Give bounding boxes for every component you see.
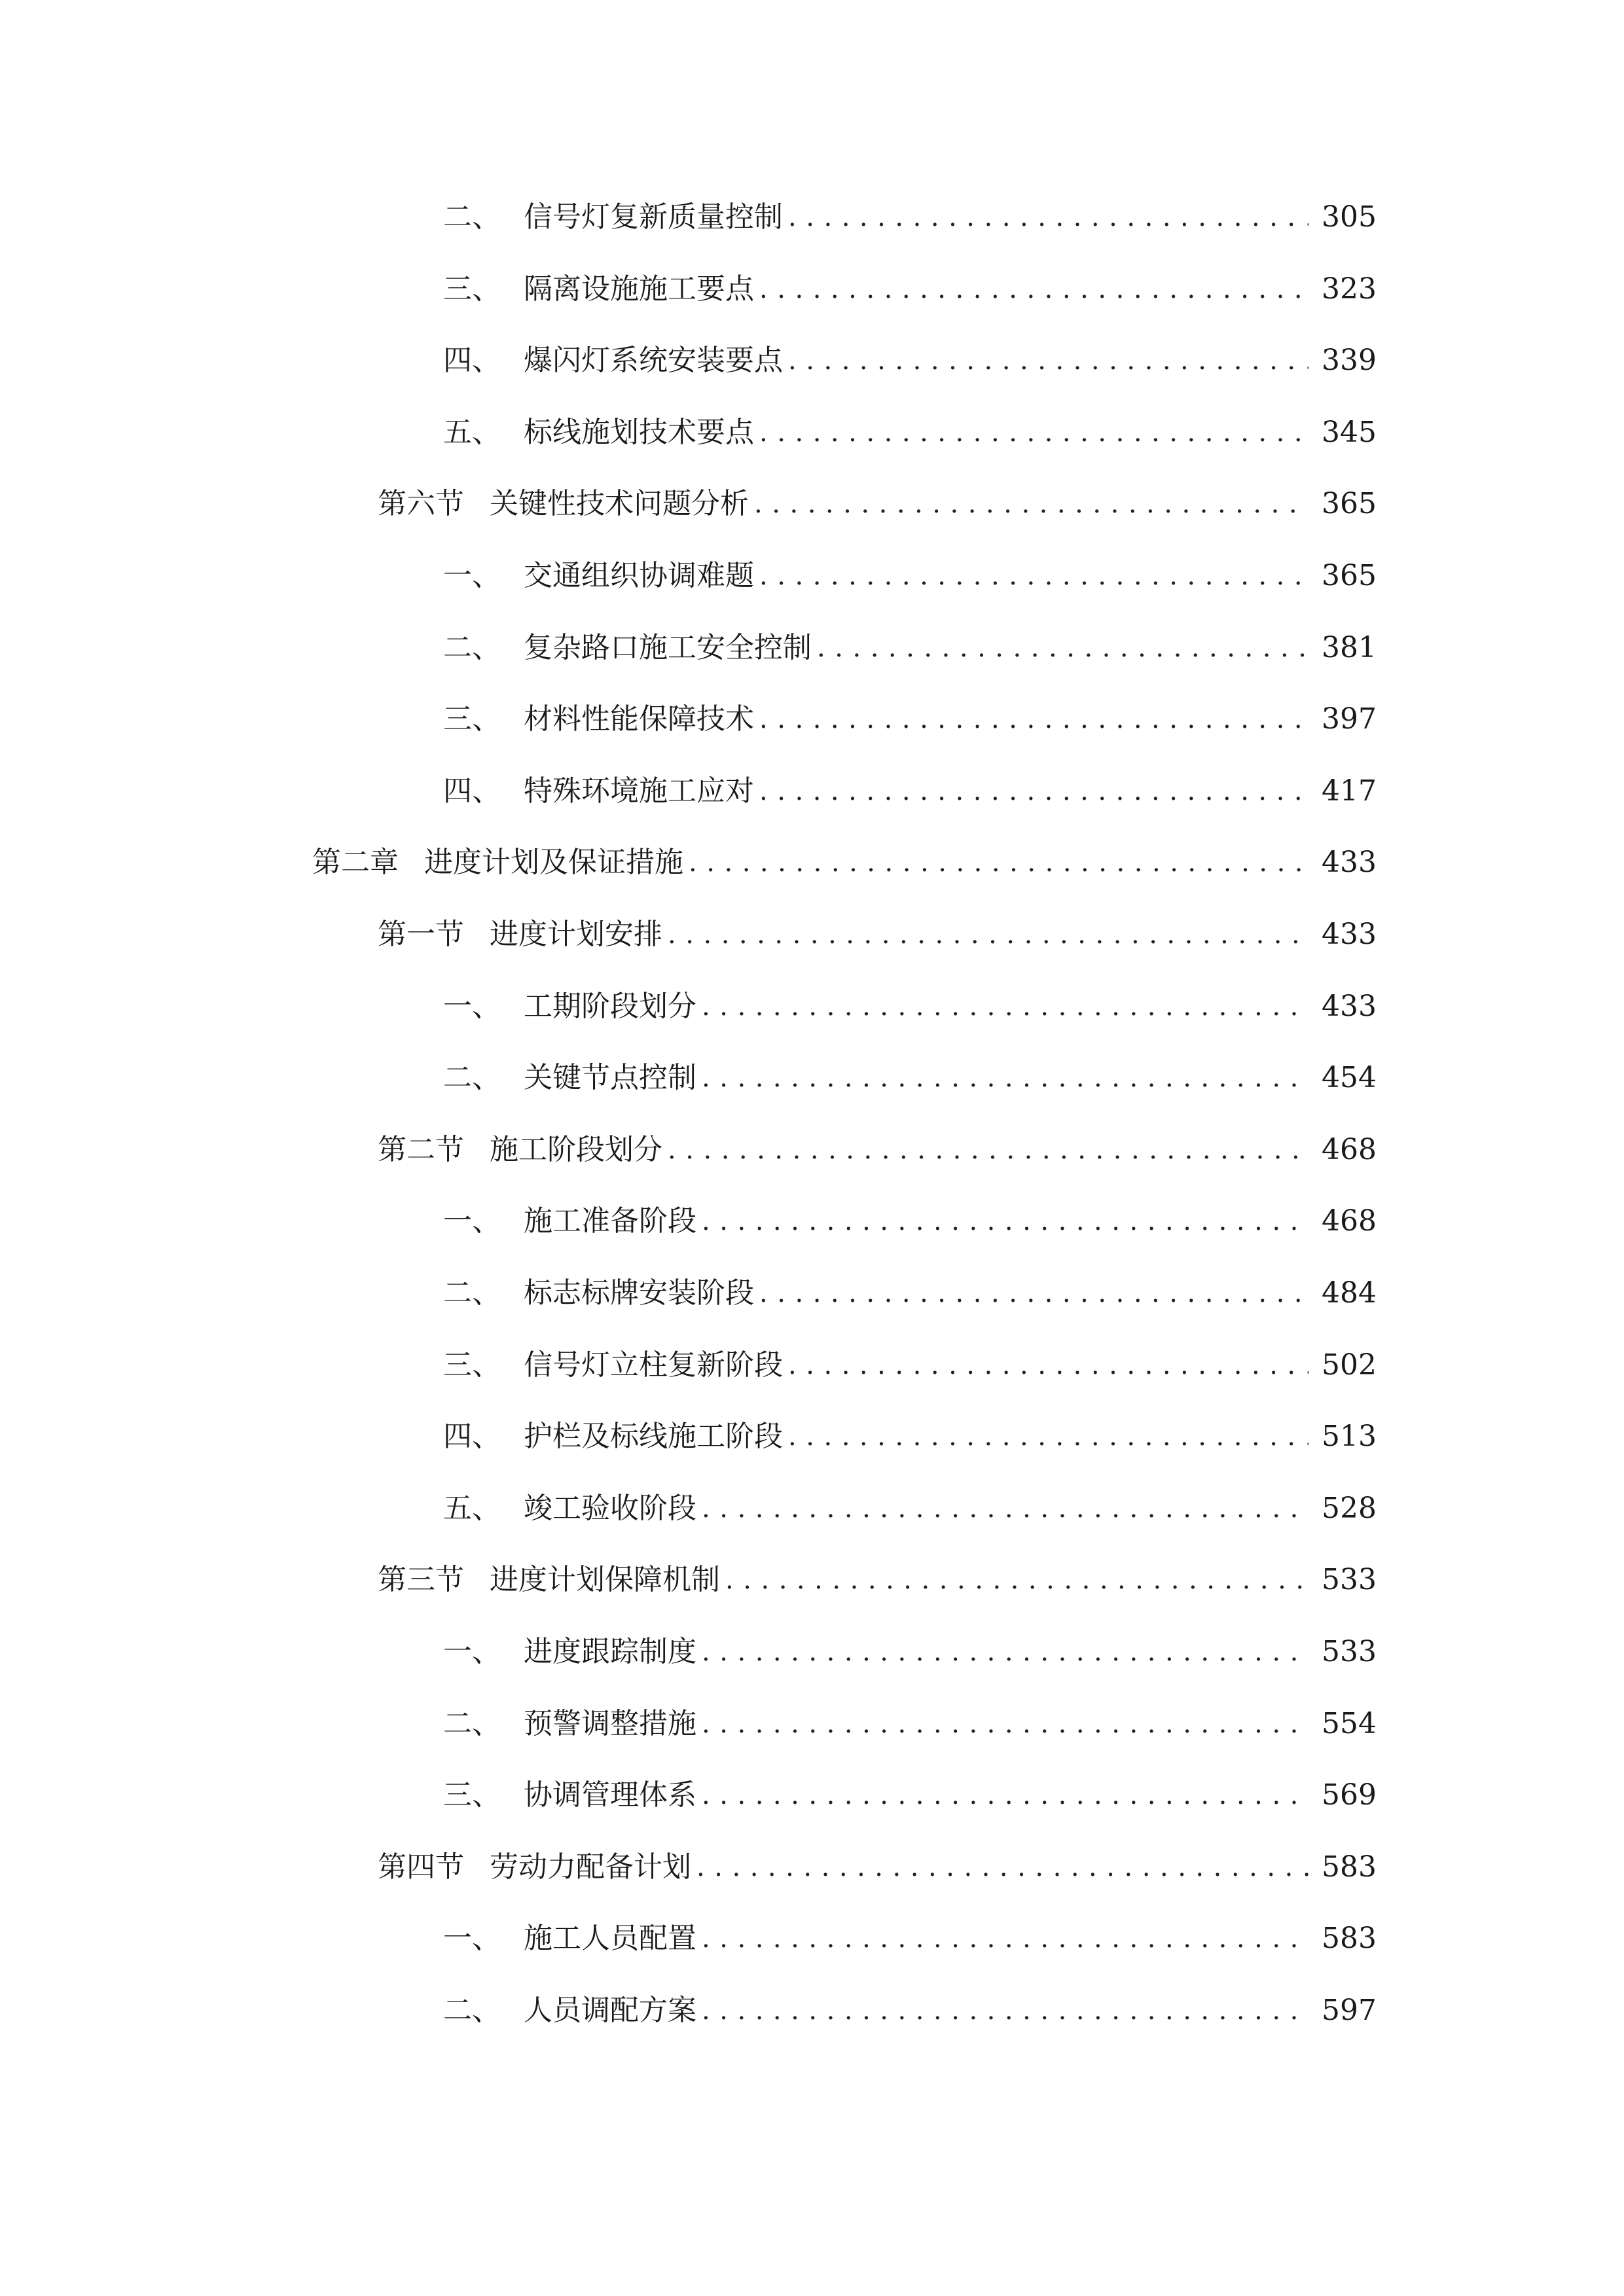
page-number: 533 — [1322, 1563, 1377, 1596]
entry-number: 五、 — [443, 1492, 501, 1525]
entry-title: 护栏及标线施工阶段 — [524, 1420, 783, 1453]
toc-entry[interactable] — [378, 478, 1377, 530]
toc-entry[interactable] — [443, 1267, 1377, 1319]
entry-number: 二、 — [443, 1707, 501, 1740]
entry-title: 特殊环境施工应对 — [524, 774, 754, 808]
entry-title: 关键性技术问题分析 — [490, 487, 749, 520]
entry-title: 预警调整措施 — [524, 1707, 696, 1740]
entry-number: 第一节 — [378, 918, 464, 951]
entry-number: 二、 — [443, 631, 501, 664]
toc-entry[interactable] — [378, 908, 1377, 961]
page-number: 569 — [1322, 1778, 1377, 1812]
entry-number: 五、 — [443, 416, 501, 449]
toc-entry[interactable] — [443, 1339, 1377, 1391]
toc-entry[interactable] — [443, 263, 1377, 315]
entry-title: 进度跟踪制度 — [524, 1635, 696, 1668]
toc-entry[interactable] — [443, 693, 1377, 745]
entry-title: 施工人员配置 — [524, 1922, 696, 1955]
entry-number: 三、 — [443, 1348, 501, 1382]
entry-number: 第二章 — [312, 846, 399, 879]
page-number: 583 — [1322, 1850, 1377, 1884]
entry-title: 劳动力配备计划 — [490, 1850, 691, 1884]
toc-entry[interactable] — [312, 836, 1377, 889]
dot-leader — [759, 406, 1308, 459]
page-number: 433 — [1322, 990, 1377, 1023]
page-number: 528 — [1322, 1492, 1377, 1525]
page-number: 433 — [1322, 846, 1377, 879]
page-number: 345 — [1322, 416, 1377, 449]
dot-leader — [759, 765, 1308, 817]
page-number: 365 — [1322, 559, 1377, 592]
dot-leader — [702, 1052, 1308, 1104]
entry-title: 标线施划技术要点 — [524, 416, 754, 449]
toc-entry[interactable] — [443, 1052, 1377, 1104]
dot-leader — [759, 693, 1308, 745]
dot-leader — [702, 1984, 1308, 2037]
entry-number: 第六节 — [378, 487, 464, 520]
dot-leader — [759, 550, 1308, 602]
page-number: 417 — [1322, 774, 1377, 808]
entry-number: 第三节 — [378, 1563, 464, 1596]
dot-leader — [696, 1841, 1308, 1893]
entry-title: 竣工验收阶段 — [524, 1492, 696, 1525]
dot-leader — [759, 1267, 1308, 1319]
dot-leader — [702, 1195, 1308, 1247]
page-number: 502 — [1322, 1348, 1377, 1382]
entry-title: 进度计划及保证措施 — [424, 846, 683, 879]
page-number: 583 — [1322, 1922, 1377, 1955]
dot-leader — [788, 191, 1308, 243]
entry-number: 四、 — [443, 344, 501, 377]
page-number: 305 — [1322, 200, 1377, 234]
toc-entry[interactable] — [443, 622, 1377, 674]
entry-title: 施工阶段划分 — [490, 1133, 662, 1166]
toc-entry[interactable] — [443, 1769, 1377, 1821]
entry-title: 交通组织协调难题 — [524, 559, 754, 592]
entry-title: 施工准备阶段 — [524, 1204, 696, 1238]
page-number: 381 — [1322, 631, 1377, 664]
entry-title: 信号灯立柱复新阶段 — [524, 1348, 783, 1382]
dot-leader — [725, 1554, 1308, 1606]
dot-leader — [754, 478, 1308, 530]
dot-leader — [702, 1698, 1308, 1750]
entry-number: 二、 — [443, 200, 501, 234]
toc-entry[interactable] — [443, 1626, 1377, 1678]
toc-entry[interactable] — [443, 1984, 1377, 2037]
dot-leader — [817, 622, 1308, 674]
page-number: 365 — [1322, 487, 1377, 520]
dot-leader — [689, 836, 1308, 889]
entry-number: 四、 — [443, 1420, 501, 1453]
dot-leader — [702, 1769, 1308, 1821]
toc-entry[interactable] — [378, 1554, 1377, 1606]
toc-entry[interactable] — [443, 980, 1377, 1033]
entry-number: 一、 — [443, 1922, 501, 1955]
dot-leader — [788, 1410, 1308, 1463]
toc-entry[interactable] — [443, 191, 1377, 243]
entry-number: 一、 — [443, 559, 501, 592]
dot-leader — [702, 1626, 1308, 1678]
page-number: 513 — [1322, 1420, 1377, 1453]
entry-number: 一、 — [443, 1635, 501, 1668]
entry-number: 二、 — [443, 1276, 501, 1310]
dot-leader — [759, 263, 1308, 315]
dot-leader — [702, 980, 1308, 1033]
entry-title: 进度计划安排 — [490, 918, 662, 951]
page-number: 468 — [1322, 1133, 1377, 1166]
dot-leader — [788, 1339, 1308, 1391]
toc-entry[interactable] — [443, 334, 1377, 387]
entry-number: 二、 — [443, 1994, 501, 2027]
entry-number: 四、 — [443, 774, 501, 808]
dot-leader — [788, 334, 1308, 387]
entry-number: 三、 — [443, 702, 501, 736]
page-number: 468 — [1322, 1204, 1377, 1238]
toc-entry[interactable] — [443, 1698, 1377, 1750]
toc-entry[interactable] — [443, 1410, 1377, 1463]
entry-title: 工期阶段划分 — [524, 990, 696, 1023]
toc-entry[interactable] — [443, 765, 1377, 817]
entry-number: 第四节 — [378, 1850, 464, 1884]
page-number: 597 — [1322, 1994, 1377, 2027]
dot-leader — [668, 908, 1308, 961]
page-number: 533 — [1322, 1635, 1377, 1668]
dot-leader — [702, 1482, 1308, 1535]
entry-number: 一、 — [443, 1204, 501, 1238]
entry-title: 复杂路口施工安全控制 — [524, 631, 812, 664]
toc-entry[interactable] — [443, 406, 1377, 459]
entry-title: 隔离设施施工要点 — [524, 272, 754, 306]
page-number: 323 — [1322, 272, 1377, 306]
entry-number: 二、 — [443, 1061, 501, 1094]
dot-leader — [702, 1912, 1308, 1965]
toc-entry[interactable] — [378, 1841, 1377, 1893]
page-number: 397 — [1322, 702, 1377, 736]
entry-number: 三、 — [443, 272, 501, 306]
dot-leader — [668, 1124, 1308, 1176]
page-number: 484 — [1322, 1276, 1377, 1310]
toc-entry[interactable] — [443, 1482, 1377, 1535]
page-number: 433 — [1322, 918, 1377, 951]
entry-title: 爆闪灯系统安装要点 — [524, 344, 783, 377]
toc-entry[interactable] — [443, 550, 1377, 602]
entry-title: 材料性能保障技术 — [524, 702, 754, 736]
page-number: 339 — [1322, 344, 1377, 377]
entry-number: 一、 — [443, 990, 501, 1023]
page-number: 554 — [1322, 1707, 1377, 1740]
toc-entry[interactable] — [378, 1124, 1377, 1176]
entry-title: 人员调配方案 — [524, 1994, 696, 2027]
entry-title: 关键节点控制 — [524, 1061, 696, 1094]
entry-number: 第二节 — [378, 1133, 464, 1166]
page-number: 454 — [1322, 1061, 1377, 1094]
entry-title: 协调管理体系 — [524, 1778, 696, 1812]
entry-title: 标志标牌安装阶段 — [524, 1276, 754, 1310]
toc-entry[interactable] — [443, 1195, 1377, 1247]
entry-title: 信号灯复新质量控制 — [524, 200, 783, 234]
toc-entry[interactable] — [443, 1912, 1377, 1965]
entry-number: 三、 — [443, 1778, 501, 1812]
entry-title: 进度计划保障机制 — [490, 1563, 720, 1596]
